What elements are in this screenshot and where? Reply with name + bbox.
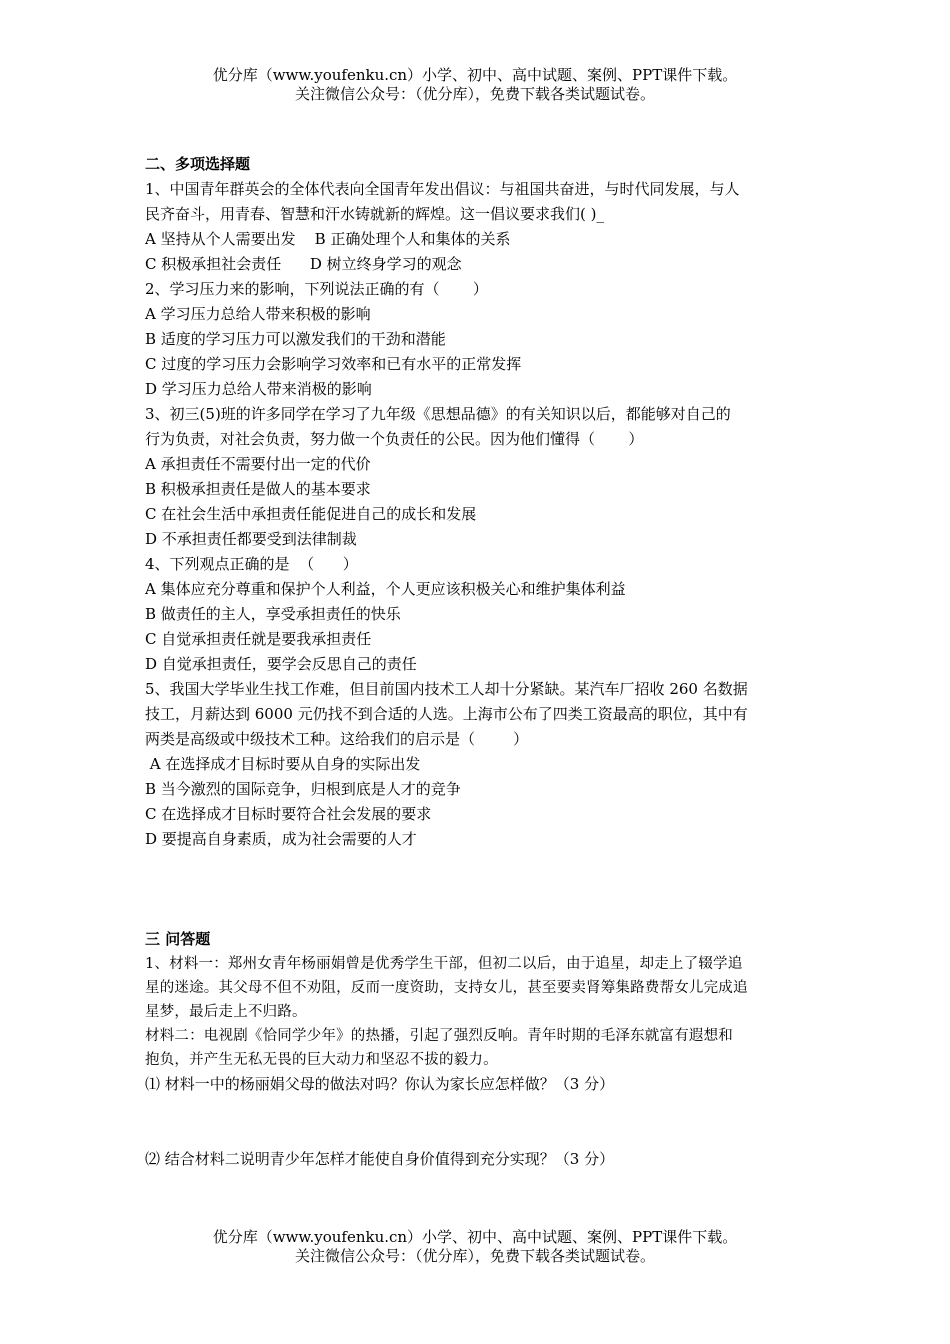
sub-question-1: ⑴ 材料一中的杨丽娟父母的做法对吗？你认为家长应怎样做？（3 分） xyxy=(145,1075,615,1093)
page-footer xyxy=(0,1228,950,1266)
page-header xyxy=(0,66,950,104)
q3-stem-line-2: 行为负责，对社会负责，努力做一个负责任的公民。因为他们懂得（ ） xyxy=(145,430,644,448)
q4-option-b: B 做责任的主人，享受承担责任的快乐 xyxy=(145,605,401,623)
q2-option-a: A 学习压力总给人带来积极的影响 xyxy=(145,305,371,323)
material-2-line-2: 抱负，并产生无私无畏的巨大动力和坚忍不拔的毅力。 xyxy=(145,1052,498,1068)
q3-option-a: A 承担责任不需要付出一定的代价 xyxy=(145,455,371,473)
material-2-line-1: 材料二：电视剧《恰同学少年》的热播，引起了强烈反响。青年时期的毛泽东就富有遐想和 xyxy=(145,1028,733,1044)
q3-option-c: C 在社会生活中承担责任能促进自己的成长和发展 xyxy=(145,505,477,523)
footer-line-2: 关注微信公众号：（优分库），免费下载各类试题试卷。 xyxy=(294,1247,655,1265)
q1-stem-line-1: 1、中国青年群英会的全体代表向全国青年发出倡议：与祖国共奋进，与时代同发展，与人 xyxy=(145,180,740,198)
q5-stem-line-3: 两类是高级或中级技术工种。这给我们的启示是（ ） xyxy=(145,730,529,748)
q1-stem-line-2: 民齐奋斗，用青春、智慧和汗水铸就新的辉煌。这一倡议要求我们( )_ xyxy=(145,205,604,223)
material-1-line-3: 星梦，最后走上不归路。 xyxy=(145,1004,307,1020)
q4-option-c: C 自觉承担责任就是要我承担责任 xyxy=(145,630,372,648)
q5-option-c: C 在选择成才目标时要符合社会发展的要求 xyxy=(145,805,432,823)
q5-option-a: A 在选择成才目标时要从自身的实际出发 xyxy=(145,755,421,773)
q4-stem: 4、下列观点正确的是 （ ） xyxy=(145,555,358,573)
q2-option-d: D 学习压力总给人带来消极的影响 xyxy=(145,380,372,398)
q1-options-cd: C 积极承担社会责任 D 树立终身学习的观念 xyxy=(145,255,462,273)
document-body xyxy=(145,152,810,1172)
q2-stem: 2、学习压力来的影响，下列说法正确的有（ ） xyxy=(145,280,488,298)
q3-option-b: B 积极承担责任是做人的基本要求 xyxy=(145,480,371,498)
spacer xyxy=(145,852,810,927)
q1-options-ab: A 坚持从个人需要出发 B 正确处理个人和集体的关系 xyxy=(145,230,511,248)
section-3-title: 三 问答题 xyxy=(145,930,211,948)
material-1-line-1: 1、材料一：郑州女青年杨丽娟曾是优秀学生干部，但初二以后，由于追星，却走上了辍学追 xyxy=(145,956,743,972)
material-1-line-2: 星的迷途。其父母不但不劝阻，反而一度资助，支持女儿，甚至要卖肾筹集路费帮女儿完成追 xyxy=(145,980,748,996)
q3-option-d: D 不承担责任都要受到法律制裁 xyxy=(145,530,357,548)
header-line-2: 关注微信公众号：（优分库），免费下载各类试题试卷。 xyxy=(294,85,655,103)
q4-option-a: A 集体应充分尊重和保护个人利益，个人更应该积极关心和维护集体利益 xyxy=(145,580,626,598)
q5-stem-line-2: 技工，月薪达到 6000 元仍找不到合适的人选。上海市公布了四类工资最高的职位，其中有 xyxy=(145,705,748,723)
section-2-title: 二、多项选择题 xyxy=(145,155,251,173)
q5-option-b: B 当今激烈的国际竞争，归根到底是人才的竞争 xyxy=(145,780,461,798)
q4-option-d: D 自觉承担责任，要学会反思自己的责任 xyxy=(145,655,417,673)
answer-space xyxy=(145,1097,810,1147)
q2-option-b: B 适度的学习压力可以激发我们的干劲和潜能 xyxy=(145,330,446,348)
sub-question-2: ⑵ 结合材料二说明青少年怎样才能使自身价值得到充分实现？（3 分） xyxy=(145,1150,615,1168)
q2-option-c: C 过度的学习压力会影响学习效率和已有水平的正常发挥 xyxy=(145,355,522,373)
header-line-1: 优分库（www.youfenku.cn）小学、初中、高中试题、案例、PPT课件下载。 xyxy=(212,66,738,84)
q5-stem-line-1: 5、我国大学毕业生找工作难，但目前国内技术工人却十分紧缺。某汽车厂招收 260 名数据 xyxy=(145,680,748,698)
q3-stem-line-1: 3、初三(5)班的许多同学在学习了九年级《思想品德》的有关知识以后，都能够对自己的 xyxy=(145,405,731,423)
footer-line-1: 优分库（www.youfenku.cn）小学、初中、高中试题、案例、PPT课件下载。 xyxy=(212,1228,738,1246)
q5-option-d: D 要提高自身素质，成为社会需要的人才 xyxy=(145,830,417,848)
